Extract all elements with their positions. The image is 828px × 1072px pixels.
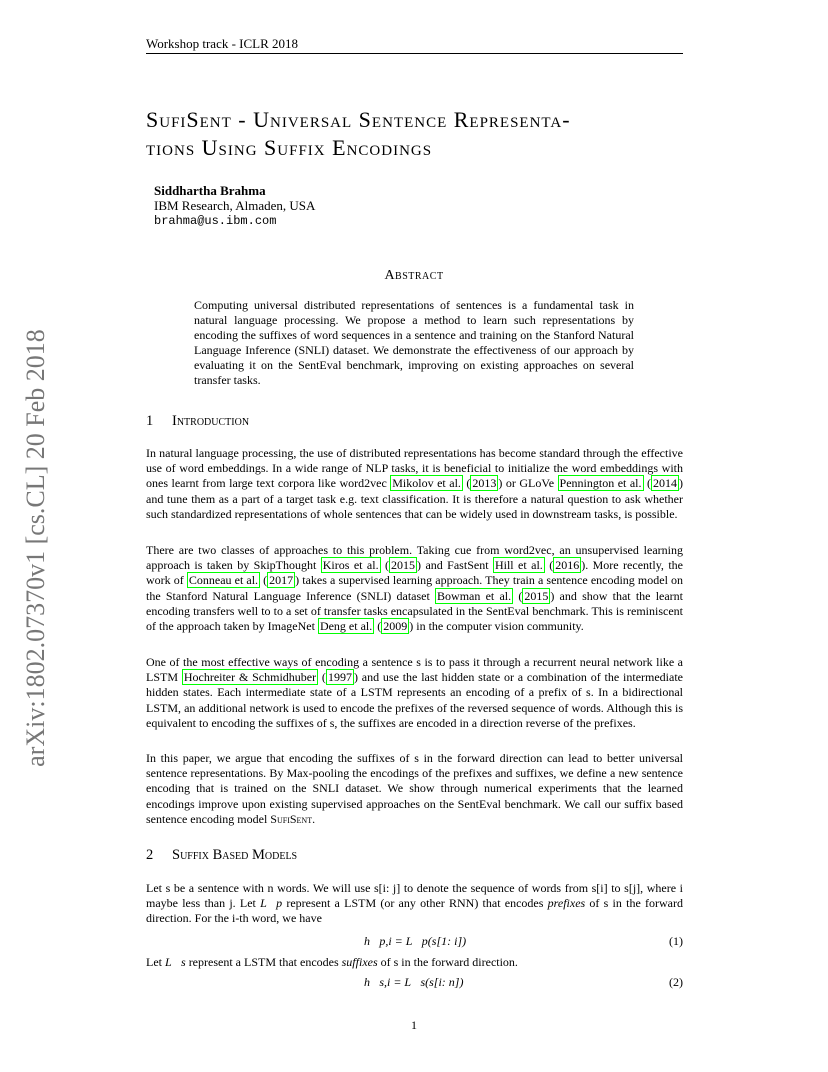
abstract-body: Computing universal distributed representations of sentences is a fundamental task in natural language processing. We propose a method to learn such representations by encoding the suffixes of word sequences in a sentence and training on the Stanford Natural Language Inference (SNLI) dataset. We demonstrate the effectiveness of our approach by evaluating it on the SentEval benchmark, improving on existing approaches on several transfer tasks.: [194, 298, 634, 387]
author-name: Siddhartha Brahma: [154, 183, 266, 198]
citation-year-link[interactable]: 2017: [269, 573, 294, 588]
author-affiliation: IBM Research, Almaden, USA: [154, 198, 316, 213]
citation-year-link[interactable]: 2009: [383, 619, 408, 634]
citation-link[interactable]: Mikolov et al.: [392, 476, 461, 491]
citation-year-link[interactable]: 2013: [472, 476, 497, 491]
section-heading-suffix-based-models: [146, 847, 297, 864]
section-number: 1: [146, 413, 154, 429]
citation-year-link[interactable]: 2015: [524, 588, 549, 603]
page-number: 1: [411, 1018, 417, 1032]
suffix-lstm-symbol: L⃗s: [165, 955, 186, 969]
title-line-2: tions Using Suffix Encodings: [146, 135, 433, 160]
equation-number: (2): [669, 975, 683, 989]
citation-year-link[interactable]: 2016: [555, 558, 580, 573]
prefix-lstm-symbol: L⃗p: [260, 896, 283, 911]
models-paragraph-2: Let L⃗s represent a LSTM that encodes suffixes of s in the forward direction.: [146, 955, 518, 969]
section-title: Introduction: [172, 413, 250, 429]
paper-title: [146, 106, 706, 162]
running-header: Workshop track - ICLR 2018: [146, 36, 299, 51]
citation-link[interactable]: Hill et al.: [494, 558, 543, 573]
emphasis-suffixes: suffixes: [341, 955, 378, 969]
equation-expression: h⃗s,i = L⃗s(s[i: n]): [364, 975, 464, 989]
emphasis-prefixes: prefixes: [547, 896, 586, 911]
citation-year-link[interactable]: 1997: [327, 670, 352, 685]
equation-number: (1): [669, 934, 683, 948]
intro-paragraph-1: In natural language processing, the use of distributed representations has become standard through the effective use of word embeddings. In a wide range of NLP tasks, it is beneficial to initialize the word embeddings with ones learnt from large text corpora like word2vec Mikolov et al. ( 2013 ) or GLoVe Pennington et al. ( 2014 ) and tune them as a part of a target task e.g. text classification. It is therefore a natural question to ask whether such standardized representations of whole sentences that can be widely used in downstream tasks, is possible.: [146, 446, 683, 521]
intro-paragraph-2: There are two classes of approaches to this problem. Taking cue from word2vec, an unsupervised learning approach is taken by SkipThought Kiros et al. ( 2015 ) and FastSent Hill et al. ( 2016 ). More recently, the work of Conneau et al. ( 2017 ) takes a supervised learning approach. They train a sentence encoding model on the Stanford Natural Language Inference (SNLI) dataset Bowman et al. ( 2015 ) and show that the learnt encoding transfers well to to a set of transfer tasks encapsulated in the SentEval benchmark. This is reminiscent of the approach taken by ImageNet Deng et al. ( 2009 ) in the computer vision community.: [146, 543, 684, 634]
equation-expression: h⃗p,i = L⃗p(s[1: i]): [364, 934, 467, 948]
citation-link[interactable]: Pennington et al.: [559, 476, 642, 491]
citation-link[interactable]: Conneau et al.: [188, 573, 259, 588]
equation-1: [146, 934, 683, 950]
citation-year-link[interactable]: 2015: [391, 558, 416, 573]
arxiv-stamp: arXiv:1802.07370v1 [cs.CL] 20 Feb 2018: [21, 329, 50, 767]
section-heading-introduction: [146, 413, 249, 430]
citation-year-link[interactable]: 2014: [653, 476, 677, 491]
intro-paragraph-3: One of the most effective ways of encoding a sentence s is to pass it through a recurrent neural network like a LSTM Hochreiter & Schmidhuber ( 1997 ) and use the last hidden state or a combination of the intermediate hidden states. Each intermediate state of a LSTM represents an encoding of a prefix of s. In a bidirectional LSTM, an additional network is used to encode the prefixes of the reversed sequence of words. Although this is equivalent to encoding the suffixes of s, the suffixes are encoded in a direction reverse of the prefixes.: [146, 655, 684, 730]
citation-link[interactable]: Kiros et al.: [322, 558, 379, 573]
header-rule: [146, 53, 683, 54]
model-name: SufiSent: [270, 811, 313, 826]
abstract-heading: Abstract: [384, 268, 444, 283]
citation-link[interactable]: Deng et al.: [319, 619, 373, 634]
citation-link[interactable]: Hochreiter & Schmidhuber: [183, 670, 317, 685]
title-line-1: SufiSent - Universal Sentence Representa-: [146, 107, 571, 132]
section-title: Suffix Based Models: [172, 847, 298, 863]
author-email[interactable]: brahma@us.ibm.com: [154, 214, 277, 228]
section-number: 2: [146, 847, 154, 863]
equation-2: [146, 975, 683, 991]
models-paragraph-1: Let s be a sentence with n words. We will use s[i: j] to denote the sequence of words from s[i] to s[j], where i maybe less than j. Let L⃗p represent a LSTM (or any other RNN) that encodes prefixes of s in the forward direction. For the i-th word, we have: [146, 881, 683, 926]
citation-link[interactable]: Bowman et al.: [437, 588, 512, 603]
intro-paragraph-4: In this paper, we argue that encoding the suffixes of s in the forward direction can lead to better universal sentence representations. By Max-pooling the encodings of the prefixes and suffixes, we define a new sentence encoding that is trained on the SNLI dataset. We show through numerical experiments that the learned encodings improve upon existing supervised approaches on the SentEval benchmark. We call our suffix based sentence encoding model SufiSent.: [146, 751, 683, 826]
